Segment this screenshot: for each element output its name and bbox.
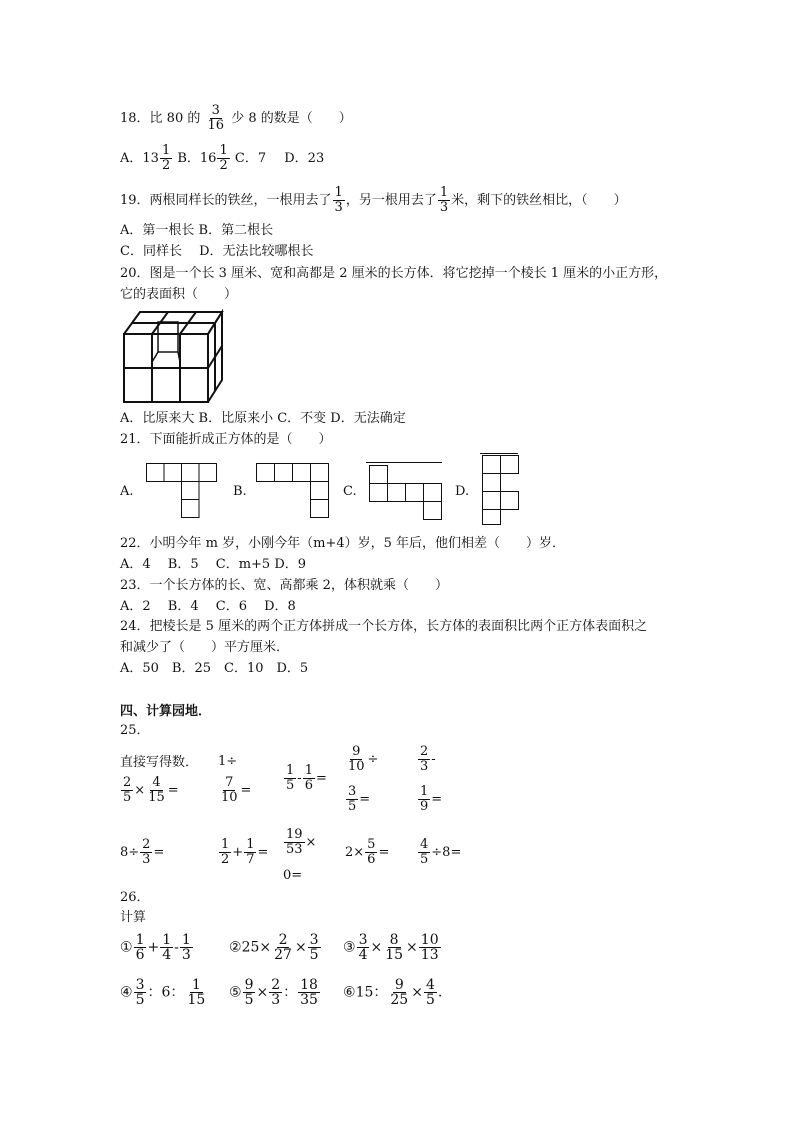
net-a (146, 463, 218, 521)
q19-options-line1: A．第一根长 B．第二根长 (120, 223, 274, 238)
q25-expr-9: 2× $\frac{5}{6}$ = (345, 837, 390, 867)
q26-problem-6: ⑥15： $\frac{9}{25}$ × $\frac{4}{5}$ . (343, 977, 443, 1008)
q25-expr-2: $\frac{7}{10}$ = (221, 775, 252, 805)
fraction: $\frac{7}{10}$ (221, 775, 238, 805)
fraction: $\frac{19}{53}$ (286, 827, 303, 857)
fraction: $\frac{5}{6}$ (367, 837, 376, 867)
net-d (480, 452, 522, 526)
fraction: $\frac{3}{5}$ (309, 932, 319, 963)
fraction: $\frac{2}{5}$ (123, 775, 132, 805)
cuboid-figure (122, 306, 224, 404)
question-20-line2: 它的表面积（ ） (120, 287, 238, 302)
q18-text: 18．比 80 的 (120, 111, 201, 126)
fraction: $\frac{3}{5}$ (135, 977, 145, 1008)
question-19 (120, 186, 627, 215)
question-24-line2: 和减少了（ ）平方厘米． (120, 640, 290, 655)
q22-options: A．4 B．5 C．m+5 D．9 (120, 557, 307, 572)
question-23: 23．一个长方体的长、宽、高都乘 2，体积就乘（ ） (120, 578, 448, 593)
q18-option-a: A．13 (120, 151, 159, 166)
q26-problem-2: ②25× $\frac{2}{27}$ × $\frac{3}{5}$ (229, 932, 319, 963)
fraction: $\frac{1}{5}$ (286, 763, 295, 793)
fraction: $\frac{1}{7}$ (246, 837, 255, 867)
fraction: $\frac{3}{5}$ (348, 784, 357, 814)
fraction: $\frac{1}{9}$ (420, 784, 429, 814)
fraction: $\frac{4}{5}$ (425, 977, 435, 1008)
q25-expr-4-head: $\frac{9}{10}$ ÷ (348, 744, 379, 774)
fraction: $\frac{1}{2}$ (221, 837, 230, 867)
q21-option-c: C. (343, 484, 357, 499)
fraction: $\frac{3}{16}$ (207, 103, 225, 133)
question-21: 21．下面能折成正方体的是（ ） (120, 432, 332, 447)
question-22: 22．小明今年 m 岁，小刚今年（m+4）岁，5 年后，他们相差（ ）岁． (120, 536, 566, 551)
fraction: $\frac{1}{6}$ (304, 763, 313, 793)
q25-expr-5: $\frac{1}{9}$ = (420, 784, 443, 814)
question-20-line1: 20．图是一个长 3 厘米、宽和高都是 2 厘米的长方体．将它挖掉一个棱长 1 厘米的小正方形， (120, 266, 668, 281)
q26-number: 26． (120, 890, 150, 905)
net-b (256, 463, 332, 521)
net-c (366, 460, 444, 522)
q26-problem-1: ① $\frac{1}{6}$ + $\frac{1}{4}$ - $\frac{1}{3}$ (120, 932, 191, 963)
q26-problem-3: ③ $\frac{3}{4}$ × $\frac{8}{15}$ × $\frac{10}{13}$ (343, 932, 439, 963)
q25-number: 25． (120, 723, 150, 738)
q26-problem-4: ④ $\frac{3}{5}$ ：6： $\frac{1}{15}$ (120, 977, 206, 1008)
q25-intro: 直接写得数． (120, 755, 199, 770)
fraction: $\frac{9}{10}$ (348, 744, 365, 774)
fraction: $\frac{1}{6}$ (135, 932, 145, 963)
fraction: $\frac{1}{15}$ (187, 977, 206, 1008)
q18-option-b: B．16 (177, 151, 217, 166)
fraction: $\frac{4}{15}$ (148, 775, 165, 805)
fraction: $\frac{2}{3}$ (142, 837, 151, 867)
fraction: $\frac{1}{4}$ (162, 932, 172, 963)
fraction: $\frac{1}{2}$ (219, 143, 228, 173)
q25-expr-10: $\frac{4}{5}$ ÷8= (420, 837, 462, 867)
q21-option-b: B. (233, 484, 247, 499)
q19-text: 19．两根同样长的铁丝，一根用去了 (120, 193, 332, 208)
q18-option-c: C．7 (234, 151, 267, 166)
q25-expr-6: 8÷ $\frac{2}{3}$ = (120, 837, 165, 867)
q18-options (120, 144, 324, 173)
fraction: $\frac{2}{3}$ (420, 744, 429, 774)
fraction: $\frac{18}{35}$ (300, 977, 318, 1008)
fraction: $\frac{10}{13}$ (420, 932, 439, 963)
q25-expr-4: $\frac{3}{5}$ = (348, 784, 371, 814)
q21-option-a: A. (120, 484, 134, 499)
fraction: $\frac{2}{27}$ (274, 932, 292, 963)
q18-text: 少 8 的数是（ ） (231, 111, 352, 126)
q25-expr-3: $\frac{1}{5}$ - $\frac{1}{6}$ = (286, 763, 327, 793)
fraction: $\frac{4}{5}$ (420, 837, 429, 867)
q23-options: A．2 B．4 C．6 D．8 (120, 599, 296, 614)
q25-expr-7: $\frac{1}{2}$ + $\frac{1}{7}$ = (221, 837, 269, 867)
fraction: $\frac{1}{2}$ (161, 143, 171, 173)
q25-expr-1: $\frac{2}{5}$ × $\frac{4}{15}$ = (123, 775, 179, 805)
section-heading: 四、计算园地． (120, 704, 212, 719)
q24-options: A．50 B．25 C．10 D．5 (120, 661, 309, 676)
q19-text: 米，剩下的铁丝相比，（ ） (451, 193, 627, 208)
q19-options-line2: C．同样长 D．无法比较哪根长 (120, 244, 314, 259)
question-24-line1: 24．把棱长是 5 厘米的两个正方体拼成一个长方体，长方体的表面积比两个正方体表面积之 (120, 619, 648, 634)
q25-expr-2-head: 1÷ (218, 754, 238, 769)
fraction: $\frac{1}{3}$ (334, 185, 343, 215)
q26-problem-5: ⑤ $\frac{9}{5}$ × $\frac{2}{3}$ ： $\frac{18}{35}$ (229, 977, 318, 1008)
fraction: $\frac{9}{5}$ (244, 977, 254, 1008)
q19-text: ，另一根用去了 (345, 193, 437, 208)
q20-options: A．比原来大 B．比原来小 C．不变 D．无法确定 (120, 411, 406, 426)
q25-expr-8: $\frac{19}{53}$ × (286, 827, 317, 857)
fraction: $\frac{9}{25}$ (390, 977, 409, 1008)
q26-intro: 计算 (120, 910, 147, 925)
q18-option-d: D．23 (284, 151, 325, 166)
fraction: $\frac{3}{4}$ (358, 932, 368, 963)
q21-option-d: D. (455, 484, 470, 499)
fraction: $\frac{1}{3}$ (439, 185, 449, 215)
q25-expr-8-tail: 0= (283, 868, 303, 883)
question-18 (120, 104, 352, 133)
q25-expr-5-head: $\frac{2}{3}$ - (420, 744, 436, 774)
fraction: $\frac{2}{3}$ (271, 977, 281, 1008)
fraction: $\frac{1}{3}$ (181, 932, 191, 963)
fraction: $\frac{8}{15}$ (385, 932, 404, 963)
